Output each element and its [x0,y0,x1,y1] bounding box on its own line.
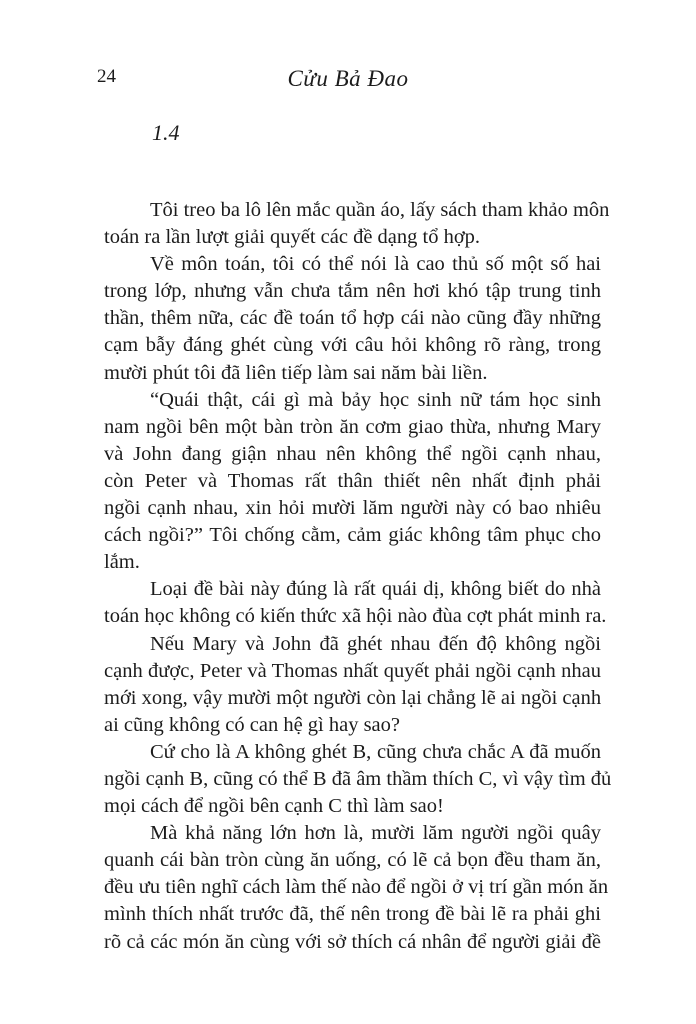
text-line: cách ngồi?” Tôi chống cằm, cảm giác không tâm phục cho [104,524,601,547]
text-line: thần, thêm nữa, các đề toán tổ hợp cái nào cũng đầy những [104,307,601,330]
paragraph [104,820,609,955]
text-line: rõ cả các món ăn cùng với sở thích cá nhân để người giải đề [104,930,601,953]
text-line: “Quái thật, cái gì mà bảy học sinh nữ tám học sinh [150,388,601,411]
text-line: Cứ cho là A không ghét B, cũng chưa chắc A đã muốn [150,740,601,763]
paragraph [104,197,610,251]
chapter-number: 1.4 [152,120,180,145]
text-line: Loại đề bài này đúng là rất quái dị, không biết do nhà [150,578,601,601]
body-text [104,197,612,956]
text-line: Nếu Mary và John đã ghét nhau đến độ không ngồi [150,632,601,655]
text-line: còn Peter và Thomas rất thân thiết nên nhất định phải [104,469,601,492]
text-line: nam ngồi bên một bàn tròn ăn cơm giao thừa, nhưng Mary [104,415,601,438]
text-line: Mà khả năng lớn hơn là, mười lăm người ngồi quây [150,822,601,845]
text-line: ai cũng không có can hệ gì hay sao? [104,713,401,736]
running-title: Cửu Bả Đao [287,66,409,91]
paragraph [104,251,601,386]
text-line: mới xong, vậy mười một người còn lại chẳng lẽ ai ngồi cạnh [104,686,602,709]
text-line: và John đang giận nhau nên không thể ngồi cạnh nhau, [104,442,601,465]
text-line: quanh cái bàn tròn cùng ăn uống, có lẽ cả bọn đều tham ăn, [104,849,601,872]
paragraph [104,631,601,739]
text-line: mười phút tôi đã liên tiếp làm sai năm bài liền. [104,361,488,384]
text-line: đều ưu tiên nghĩ cách làm thế nào để ngồi ở vị trí gần món ăn [104,876,609,899]
text-line: ngồi cạnh B, cũng có thể B đã âm thầm thích C, vì vậy tìm đủ [104,767,612,790]
text-line: mình thích nhất trước đã, thế nên trong đề bài lẽ ra phải ghi [104,903,601,926]
text-line: Về môn toán, tôi có thể nói là cao thủ số một số hai [150,253,601,276]
text-line: trong lớp, nhưng vẫn chưa tắm nên hơi khó tập trung tinh [104,280,601,303]
text-line: cạnh được, Peter và Thomas nhất quyết phải ngồi cạnh nhau [104,659,601,682]
text-line: mọi cách để ngồi bên cạnh C thì làm sao! [104,795,444,818]
paragraph [104,387,601,577]
paragraph [104,576,607,630]
text-line: ngồi cạnh nhau, xin hỏi mười lăm người này có bao nhiêu [104,497,601,520]
paragraph [104,739,612,820]
text-line: cạm bẫy đáng ghét cùng với câu hỏi không rõ ràng, trong [104,334,601,357]
text-line: lắm. [104,551,140,574]
text-line: Tôi treo ba lô lên mắc quần áo, lấy sách tham khảo môn [150,199,610,221]
text-line: toán ra lần lượt giải quyết các đề dạng tổ hợp. [104,226,481,249]
text-line: toán học không có kiến thức xã hội nào đùa cợt phát minh ra. [104,605,607,628]
page-number: 24 [97,66,116,87]
